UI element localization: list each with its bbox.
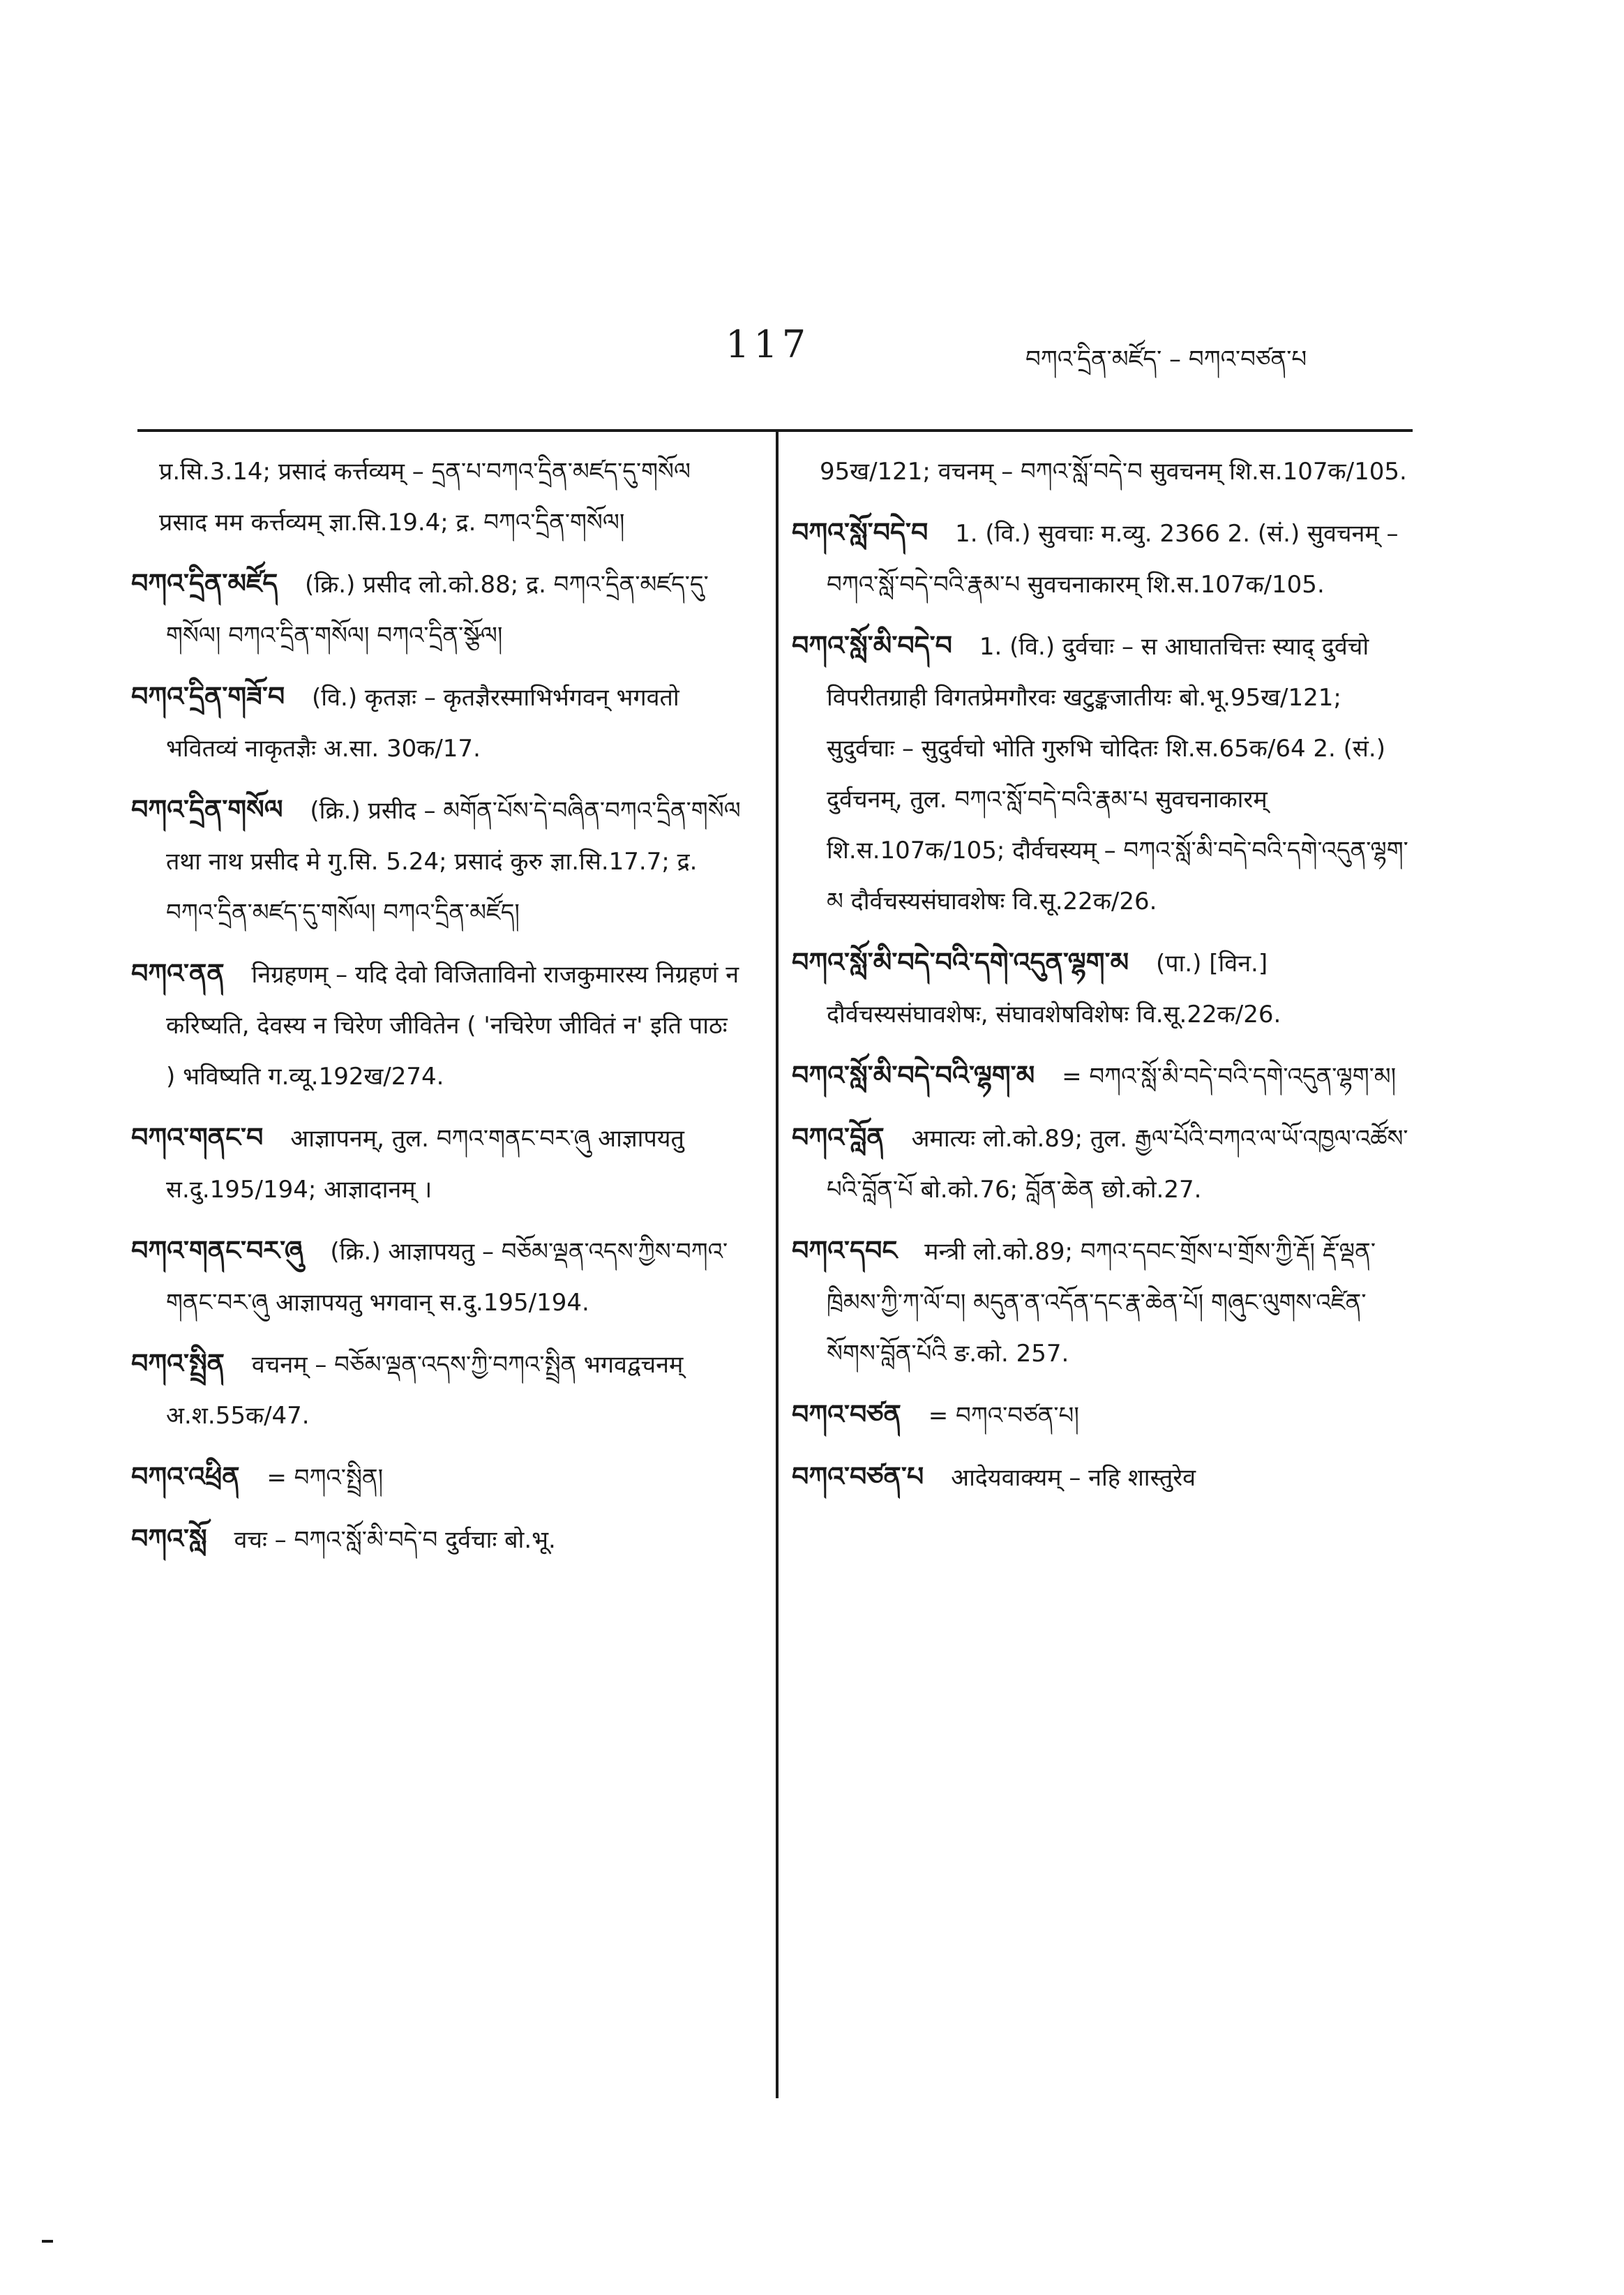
entry-body: वचः – བཀའ་སློ་མི་བདེ་བ दुर्वचाः बो.भू. xyxy=(234,1526,556,1554)
entry-body: आज्ञापनम्, तुल. བཀའ་གནང་བར་ཞུ आज्ञापयतु स.दु.195/194; आज्ञादानम् । xyxy=(166,1125,684,1204)
entry-headword: བཀའ་བཙན xyxy=(792,1399,901,1430)
dictionary-entry xyxy=(131,558,742,661)
entry-body: (क्रि.) आज्ञापयतु – བཅོམ་ལྡན་འདས་ཀྱིས་བཀའ་གནང་བར་ཞུ आज्ञापयतु भगवान् स.दु.195/194. xyxy=(166,1238,728,1317)
entry-headword: བཀའ་བློན xyxy=(792,1122,885,1153)
entry-body: 1. (वि.) सुवचाः म.व्यु. 2366 2. (सं.) सुवचनम् – བཀའ་སློ་བདེ་བའི་རྣམ་པ सुवचनाकारम् शि.स.107क/105. xyxy=(827,520,1399,599)
entry-headword: བཀའ་གནང་བ xyxy=(131,1122,264,1153)
page-number: 117 xyxy=(725,322,811,366)
header-rule xyxy=(137,429,1413,432)
entry-headword: བཀའ་སྤྲིན xyxy=(131,1348,225,1379)
entry-headword: བཀའ་སློ་མི་བདེ་བ xyxy=(792,630,953,661)
dictionary-entry xyxy=(792,1225,1413,1380)
dictionary-entry xyxy=(792,1389,1413,1442)
column-divider xyxy=(776,431,779,2098)
dictionary-entry xyxy=(792,1112,1413,1216)
dictionary-entry xyxy=(131,1225,742,1329)
entry-headword: བཀའ་གནང་བར་ཞུ xyxy=(131,1235,303,1266)
entry-body: (क्रि.) प्रसीद – མགོན་པོས་དེ་བཞིན་བཀའ་དྲིན་གསོལ तथा नाथ प्रसीद मे गु.सि. 5.24; प्रसादं कुरु ज्ञा.सि.17.7; द्र. བཀའ་དྲིན་མཛད་དུ་གསོལ། བཀའ་དྲིན་མཛོད། xyxy=(166,797,741,927)
dictionary-entry xyxy=(131,784,742,939)
running-head: བཀའ་དྲིན་མཛོད་ – བཀའ་བཙན་པ xyxy=(1025,345,1307,373)
dictionary-entry xyxy=(131,1112,742,1216)
entry-body: अमात्यः लो.को.89; तुल. རྒྱལ་པོའི་བཀའ་ལ་ཡོ་འཁྱལ་འཚོས་པའི་བློན་པོ बो.को.76; བློན་ཆེན छो.को.27. xyxy=(827,1125,1408,1204)
right-column xyxy=(792,447,1413,1513)
entry-headword: བཀའ་ནན xyxy=(131,958,225,989)
entry-body: मन्त्री लो.को.89; བཀའ་དབང་གྲོས་པ་གྲོས་ཀྱི་རྡོ། རྡོ་ལྡན་ཁྲིམས་ཀྱི་ཀ་ལོ་བ། མདུན་ན་འདོན་དང་རྣ་ཆེན་པོ། གཞུང་ལུགས་འཛིན་སོགས་བློན་པོའི ङ.को. 257. xyxy=(827,1238,1376,1368)
entry-body: निग्रहणम् – यदि देवो विजिताविनो राजकुमारस्य निग्रहणं न करिष्यति, देवस्य न चिरेण जीवितेन ( 'नचिरेण जीवितं न' इति पाठः ) भविष्यति ग.व्यू.192ख/274. xyxy=(166,961,739,1091)
entry-body: (वि.) कृतज्ञः – कृतज्ञैरस्माभिर्भगवन् भगवतो भवितव्यं नाकृतज्ञैः अ.सा. 30क/17. xyxy=(166,684,679,763)
left-column xyxy=(131,447,742,1576)
dictionary-entry xyxy=(131,447,742,548)
entry-headword: བཀའ་དྲིན་གཟོ་བ xyxy=(131,681,285,712)
entry-body: 1. (वि.) दुर्वचाः – स आघातचित्तः स्याद् दुर्वचो विपरीतग्राही विगतप्रेमगौरवः खटुङ्कजातीयः बो.भू.95ख/121; सुदुर्वचाः – सुदुर्वचो भोति गुरुभि चोदितः शि.स.65क/64 2. (सं.) दुर्वचनम्, तुल. བཀའ་སློ་བདེ་བའི་རྣམ་པ सुवचनाकारम् शि.स.107क/105; दौर्वचस्यम् – བཀའ་སློ་མི་བདེ་བའི་དགེ་འདུན་ལྷག་མ दौर्वचस्यसंघावशेषः वि.सू.22क/26. xyxy=(827,633,1408,915)
entry-body: (पा.) [विन.] दौर्वचस्यसंघावशेषः, संघावशेषविशेषः वि.सू.22क/26. xyxy=(827,950,1281,1029)
page-header xyxy=(0,322,1624,385)
dictionary-entry xyxy=(792,937,1413,1040)
entry-headword: བཀའ་སློ་མི་བདེ་བའི་ལྷག་མ xyxy=(792,1060,1035,1091)
page-mark xyxy=(42,2240,53,2243)
entry-body: = བཀའ་སྤྲིན། xyxy=(266,1464,384,1492)
entry-body: आदेयवाक्यम् – नहि शास्तुरेव xyxy=(951,1464,1196,1492)
entry-headword: བཀའ་སློ་མི་བདེ་བའི་དགེ་འདུན་ལྷག་མ xyxy=(792,947,1129,978)
dictionary-entry xyxy=(131,1451,742,1504)
entry-body: (क्रि.) प्रसीद लो.को.88; द्र. བཀའ་དྲིན་མཛད་དུ་གསོལ། བཀའ་དྲིན་གསོལ། བཀའ་དྲིན་སྩོལ། xyxy=(166,571,709,650)
entry-headword: བཀའ་སློ xyxy=(131,1523,207,1554)
entry-headword: བཀའ་དྲིན་གསོལ xyxy=(131,794,283,825)
entry-headword: བཀའ་འཕྲིན xyxy=(131,1461,240,1492)
dictionary-entry xyxy=(792,447,1413,498)
entry-headword: བཀའ་སློ་བདེ་བ xyxy=(792,517,928,548)
entry-body: 95ख/121; वचनम् – བཀའ་སློ་བདེ་བ सुवचनम् शि.स.107क/105. xyxy=(820,458,1407,486)
dictionary-entry xyxy=(131,1513,742,1566)
entry-headword: བཀའ་དབང xyxy=(792,1235,898,1266)
dictionary-entry xyxy=(792,620,1413,927)
dictionary-entry xyxy=(792,1451,1413,1504)
entry-headword: བཀའ་དྲིན་མཛོད xyxy=(131,568,278,599)
entry-body: = བཀའ་བཙན་པ། xyxy=(928,1402,1079,1430)
entry-body: = བཀའ་སློ་མི་བདེ་བའི་དགེ་འདུན་ལྷག་མ། xyxy=(1062,1063,1397,1091)
entry-body: प्र.सि.3.14; प्रसादं कर्त्तव्यम् – དྲན་པ་བཀའ་དྲིན་མཛད་དུ་གསོལ प्रसाद मम कर्त्तव्यम् ज्ञा.सि.19.4; द्र. བཀའ་དྲིན་གསོལ། xyxy=(159,458,691,537)
dictionary-entry xyxy=(131,948,742,1102)
entry-body: वचनम् – བཅོམ་ལྡན་འདས་ཀྱི་བཀའ་སྤྲིན भगवद्वचनम् अ.श.55क/47. xyxy=(166,1351,684,1430)
dictionary-entry xyxy=(131,1338,742,1442)
entry-headword: བཀའ་བཙན་པ xyxy=(792,1461,924,1492)
dictionary-entry xyxy=(131,671,742,775)
dictionary-entry xyxy=(792,1050,1413,1102)
dictionary-entry xyxy=(792,507,1413,611)
